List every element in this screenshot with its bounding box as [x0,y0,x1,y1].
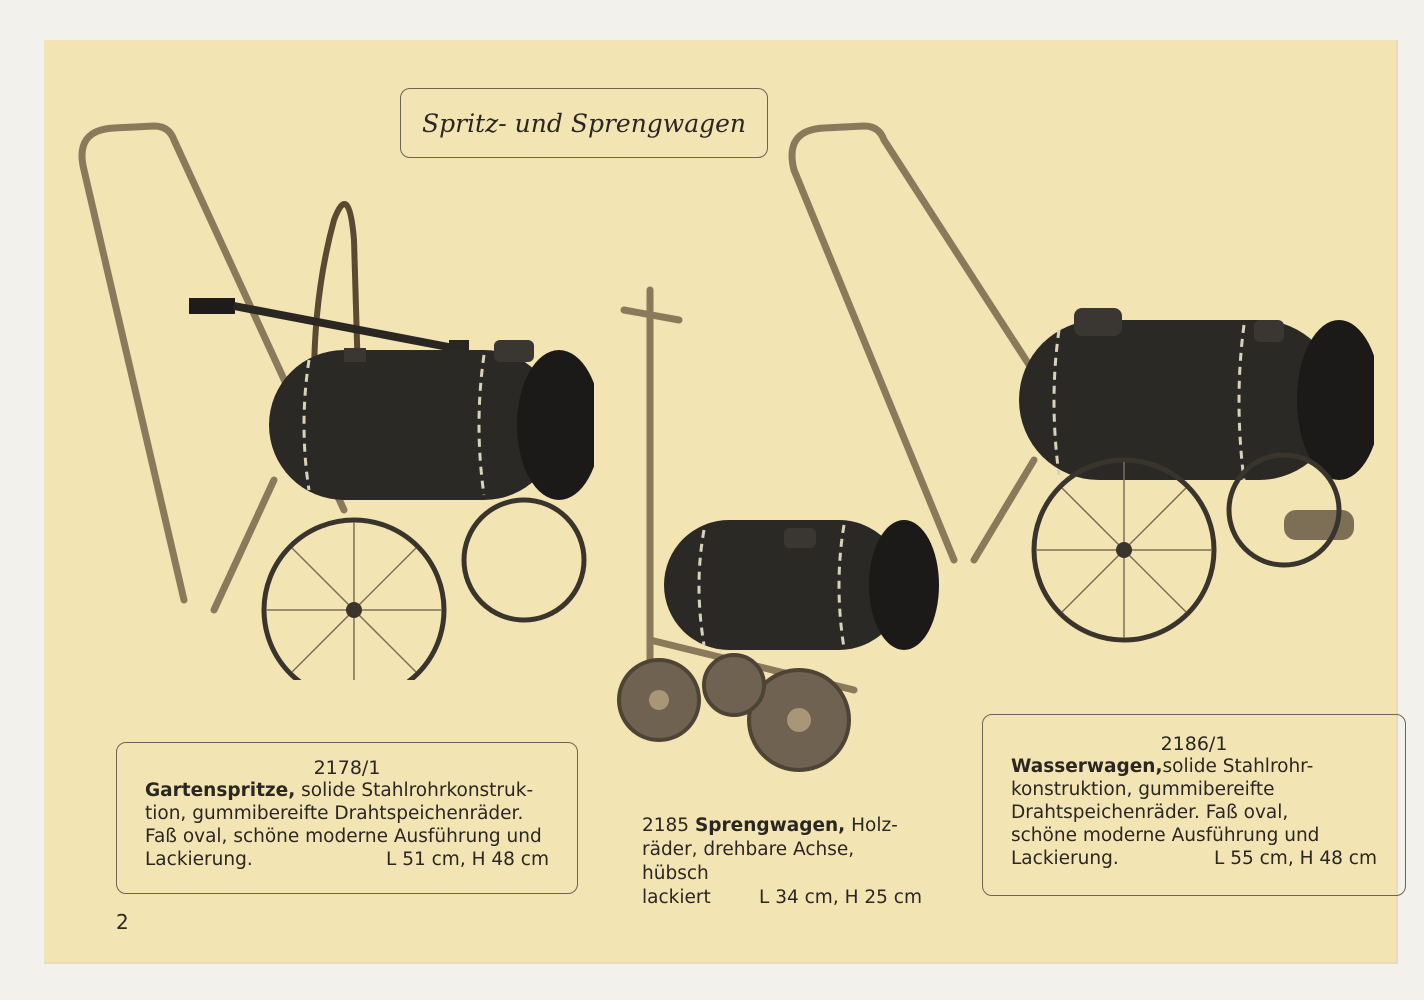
gartenspritze-illustration [54,80,594,680]
dimensions: L 34 cm, H 25 cm [759,887,922,908]
description-line: Holz- [851,815,898,836]
sprengwagen-caption [642,814,922,910]
description-line: Drahtspeichenräder. Faß oval, [1011,802,1289,823]
page-title: Spritz- und Sprengwagen [421,108,747,138]
product-name: Wasserwagen, [1011,756,1163,777]
page-number: 2 [116,910,129,934]
product-number: 2185 [642,815,690,836]
wasserwagen-illustration [784,80,1374,680]
description-line: solide Stahlrohr- [1162,756,1314,777]
description-line: lackiert [642,887,711,908]
description-line: Lackierung. [145,849,253,870]
catalog-page [44,40,1398,964]
dimensions: L 55 cm, H 48 cm [1214,848,1377,869]
description-line: Faß oval, schöne moderne Ausführung und [145,826,542,847]
description-line: solide Stahlrohrkonstruk- [301,780,534,801]
product-name: Gartenspritze, [145,780,296,801]
description-line: räder, drehbare Achse, hübsch [642,839,855,884]
gartenspritze-description-box [116,742,578,894]
description-line: schöne moderne Ausführung und [1011,825,1320,846]
dimensions: L 51 cm, H 48 cm [386,849,549,870]
product-name: Sprengwagen, [694,815,846,836]
product-number: 2186/1 [1160,733,1228,755]
description-line: tion, gummibereifte Drahtspeichenräder. [145,803,524,824]
wasserwagen-description-box [982,714,1406,896]
product-number: 2178/1 [313,757,381,779]
description-line: Lackierung. [1011,848,1119,869]
description-line: konstruktion, gummibereifte [1011,779,1275,800]
